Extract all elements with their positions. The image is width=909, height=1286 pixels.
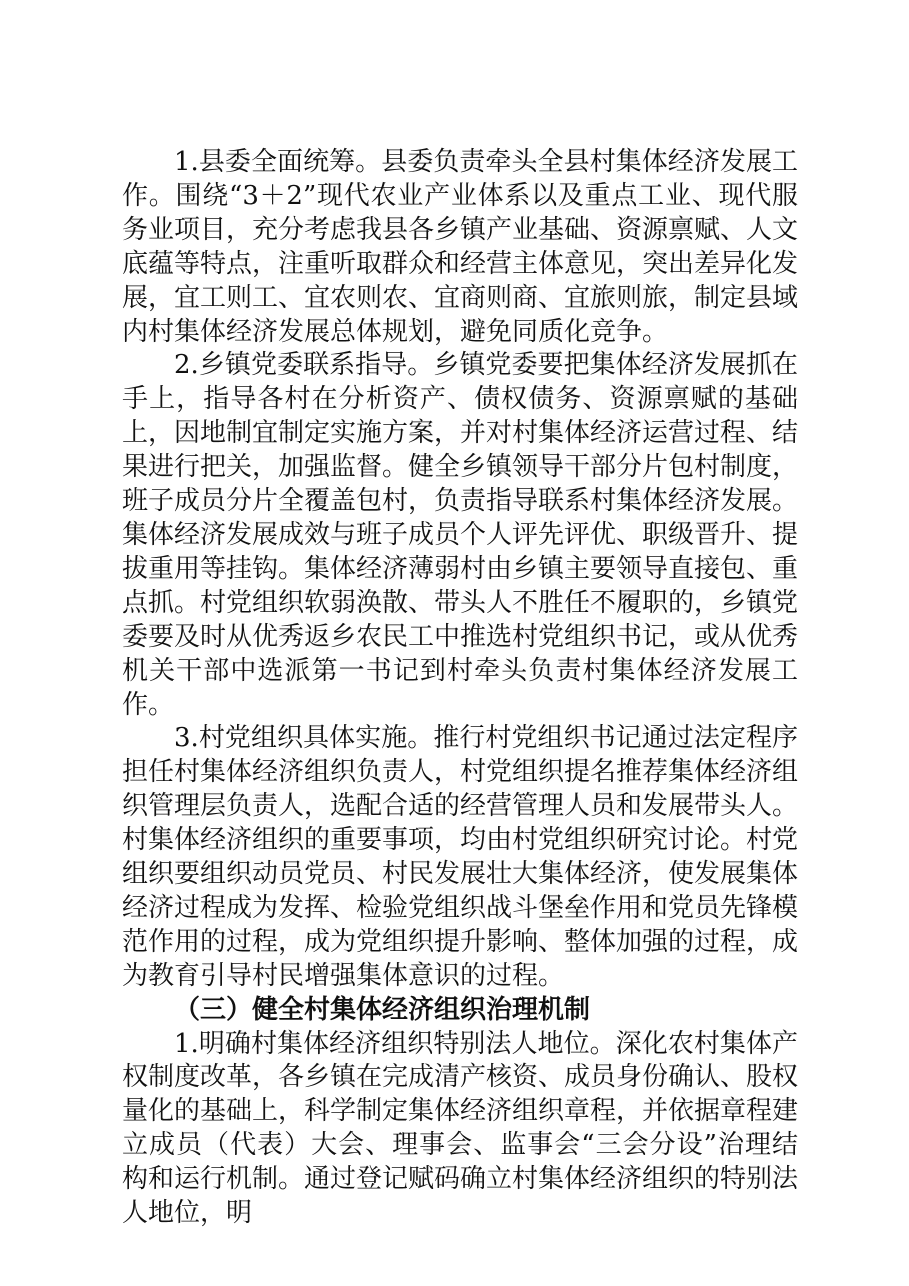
paragraph-county-committee: 1.县委全面统筹。县委负责牵头全县村集体经济发展工作。围绕“3＋2”现代农业产业体系以及重点工业、现代服务业项目，充分考虑我县各乡镇产业基础、资源禀赋、人文底蕴等特点，注重听取群众和经营主体意见，突出差异化发展，宜工则工、宜农则农、宜商则商、宜旅则旅，制定县域内村集体经济发展总体规划，避免同质化竞争。: [122, 147, 799, 347]
paragraph-legal-status: 1.明确村集体经济组织特别法人地位。深化农村集体产权制度改革，各乡镇在完成清产核资、成员身份确认、股权量化的基础上，科学制定集体经济组织章程，并依据章程建立成员（代表）大会、理事会、监事会“三会分设”治理结构和运行机制。通过登记赋码确立村集体经济组织的特别法人地位，明: [122, 1028, 799, 1229]
paragraph-village-party-org: 3.村党组织具体实施。推行村党组织书记通过法定程序担任村集体经济组织负责人，村党组织提名推荐集体经济组织管理层负责人，选配合适的经营管理人员和发展带头人。村集体经济组织的重要事项，均由村党组织研究讨论。村党组织要组织动员党员、村民发展壮大集体经济，使发展集体经济过程成为发挥、检验党组织战斗堡垒作用和党员先锋模范作用的过程，成为党组织提升影响、整体加强的过程，成为教育引导村民增强集体意识的过程。: [122, 723, 799, 991]
paragraph-township-committee: 2.乡镇党委联系指导。乡镇党委要把集体经济发展抓在手上，指导各村在分析资产、债权债务、资源禀赋的基础上，因地制宜制定实施方案，并对村集体经济运营过程、结果进行把关，加强监督。健全乡镇领导干部分片包村制度，班子成员分片全覆盖包村，负责指导联系村集体经济发展。集体经济发展成效与班子成员个人评先评优、职级晋升、提拔重用等挂钩。集体经济薄弱村由乡镇主要领导直接包、重点抓。村党组织软弱涣散、带头人不胜任不履职的，乡镇党委要及时从优秀返乡农民工中推选村党组织书记，或从优秀机关干部中选派第一书记到村牵头负责村集体经济发展工作。: [122, 350, 799, 720]
section-heading: （三）健全村集体经济组织治理机制: [174, 994, 591, 1025]
document-body: [122, 146, 798, 1231]
